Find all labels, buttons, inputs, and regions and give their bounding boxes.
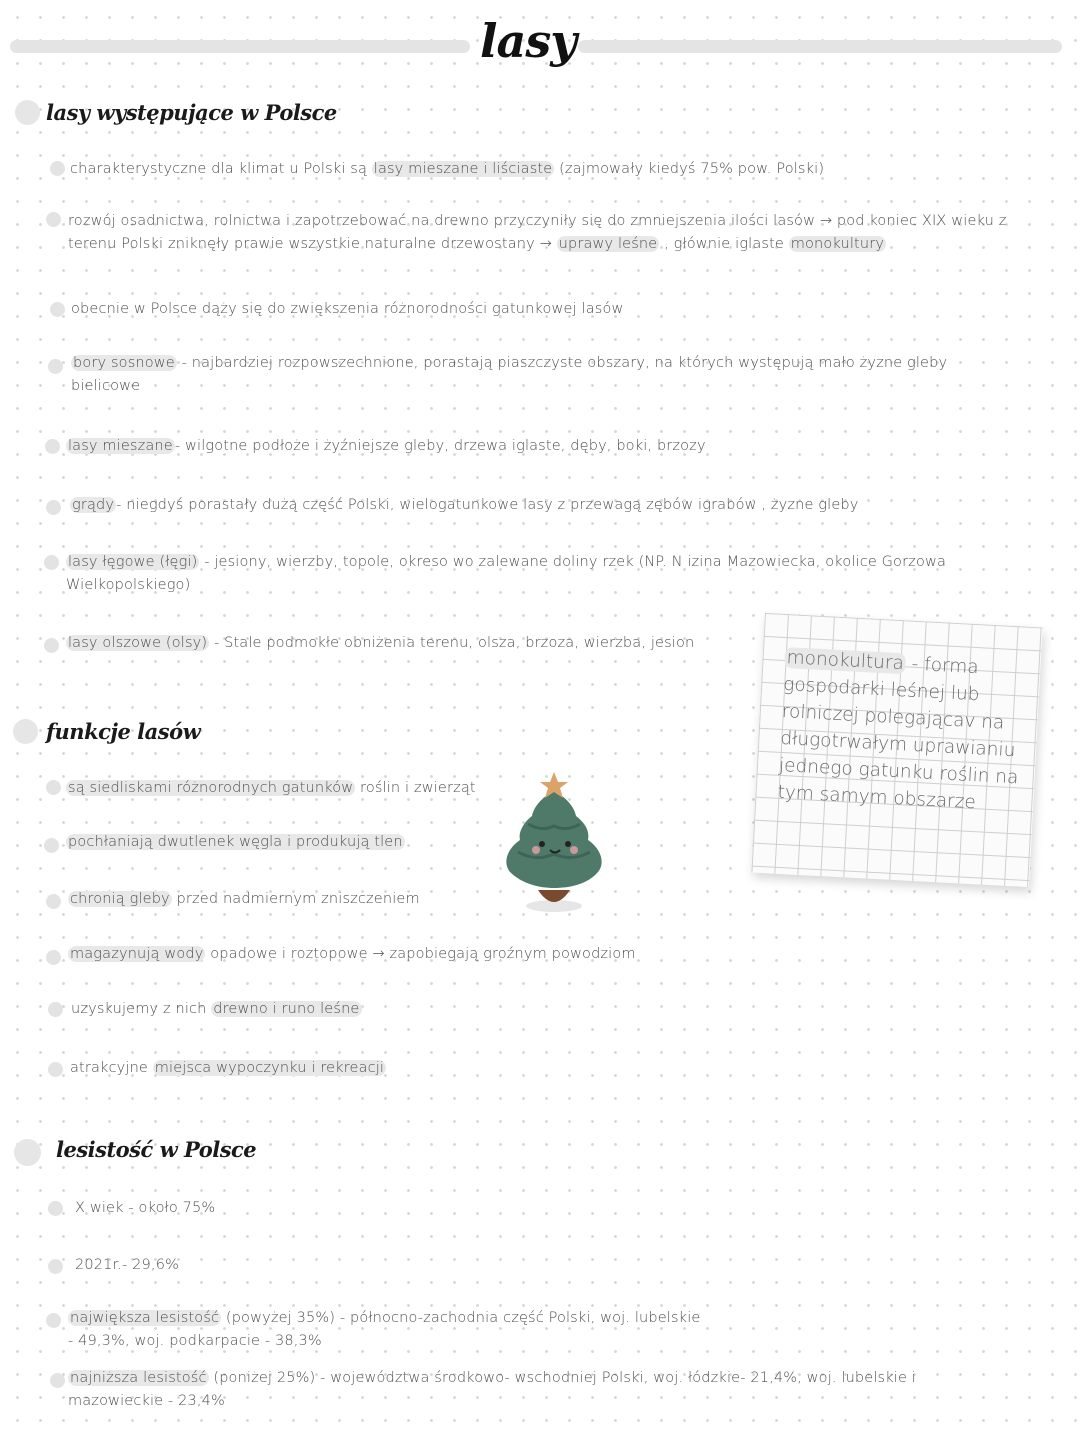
bullet-dot — [44, 555, 59, 570]
list-item: lasy łęgowe (łęgi) - jesiony, wierzby, topole, okreso wo zalewane doliny rzek (NP. N izina Mazowiecka, okolice Gorzowa Wielkopolskiego) — [66, 554, 947, 593]
bullet-dot — [46, 780, 61, 795]
page-title: lasy — [480, 14, 576, 68]
title-bar-right — [578, 40, 1062, 53]
note-text — [777, 644, 1025, 818]
title-bar-left — [10, 40, 470, 53]
bullet-dot — [48, 1062, 63, 1077]
bullet-dot — [45, 439, 60, 454]
list-item: rozwój osadnictwa, rolnictwa i zapotrzebować na drewno przyczyniły się do zmniejszenia ilości lasów → pod koniec XIX wieku z terenu Polski zniknęły prawie wszystkie naturalne drzewostany → uprawy leśne , głównie iglaste monokultury — [68, 213, 1007, 252]
section-dot — [15, 100, 40, 125]
bullet-dot — [46, 212, 61, 227]
list-item: bory sosnowe - najbardziej rozpowszechnione, porastają piaszczyste obszary, na których występują mało żyzne gleby bielicowe — [71, 355, 948, 394]
list-item: lasy olszowe (olsy) - Stale podmokłe obniżenia terenu, olsza, brzoza, wierzba, jesion — [68, 635, 695, 651]
bullet-dot — [44, 638, 59, 653]
bullet-dot — [48, 359, 63, 374]
list-item: grądy - niegdyś porastały dużą część Polski, wielogatunkowe lasy z przewagą zębów igrabów , żyzne gleby — [72, 497, 859, 513]
bullet-dot — [50, 161, 65, 176]
list-item: są siedliskami różnorodnych gatunków roślin i zwierząt — [68, 780, 476, 796]
bullet-dot — [50, 302, 65, 317]
bullet-dot — [48, 1201, 63, 1216]
section-heading-forests: lasy występujące w Polsce — [46, 100, 337, 125]
list-item: pochłaniają dwutlenek węgla i produkują tlen — [68, 834, 403, 850]
list-item: charakterystyczne dla klimat u Polski są lasy mieszane i liściaste (zajmowały kiedyś 75% pow. Polski) — [70, 161, 825, 177]
definition-note-card — [751, 613, 1042, 887]
section-heading-functions: funkcje lasów — [46, 719, 201, 744]
list-item: atrakcyjne miejsca wypoczynku i rekreacji — [70, 1060, 385, 1076]
list-item: lasy mieszane - wilgotne podłoże i żyźniejsze gleby, drzewa iglaste, dęby, boki, brzozy — [68, 438, 706, 454]
bullet-dot — [46, 894, 61, 909]
note-term: monokultura — [786, 647, 905, 675]
bullet-dot — [48, 1259, 63, 1274]
bullet-dot — [44, 838, 59, 853]
list-item: chronią gleby przed nadmiernym zniszczeniem — [70, 891, 420, 907]
bullet-dot — [46, 500, 61, 515]
bullet-dot — [46, 950, 61, 965]
bullet-dot — [50, 1373, 65, 1388]
list-item: 2021r.- 29,6% — [75, 1257, 179, 1273]
bullet-dot — [48, 1002, 63, 1017]
list-item: magazynują wody opadowe i roztopowe → zapobiegają groźnym powodziom — [70, 946, 636, 962]
note-definition: - forma gospodarki leśnej lub rolniczej polegającav na długotrwałym uprawianiu jednego gatunku roślin na tym samym obszarze — [777, 653, 1019, 814]
section-heading-coverage: lesistość w Polsce — [56, 1137, 257, 1162]
list-item: uzyskujemy z nich drewno i runo leśne — [71, 1001, 360, 1017]
section-dot — [14, 1139, 41, 1166]
list-item: największa lesistość (powyżej 35%) - północno-zachodnia część Polski, woj. lubelskie - 49,3%, woj. podkarpacie - 38,3% — [68, 1310, 701, 1349]
tree-svg — [488, 768, 618, 918]
christmas-tree-plush-icon — [488, 768, 618, 918]
list-item: najniższa lesistość (poniżej 25%) - województwa środkowo- wschodniej Polski, woj. łódzkie- 21,4%, woj. lubelskie i mazowieckie - 23,4% — [68, 1370, 916, 1409]
list-item: X wiek - około 75% — [75, 1200, 216, 1216]
section-dot — [13, 719, 38, 744]
bullet-dot — [46, 1313, 61, 1328]
list-item: obecnie w Polsce dąży się do zwiększenia różnorodności gatunkowej lasów — [71, 301, 624, 317]
